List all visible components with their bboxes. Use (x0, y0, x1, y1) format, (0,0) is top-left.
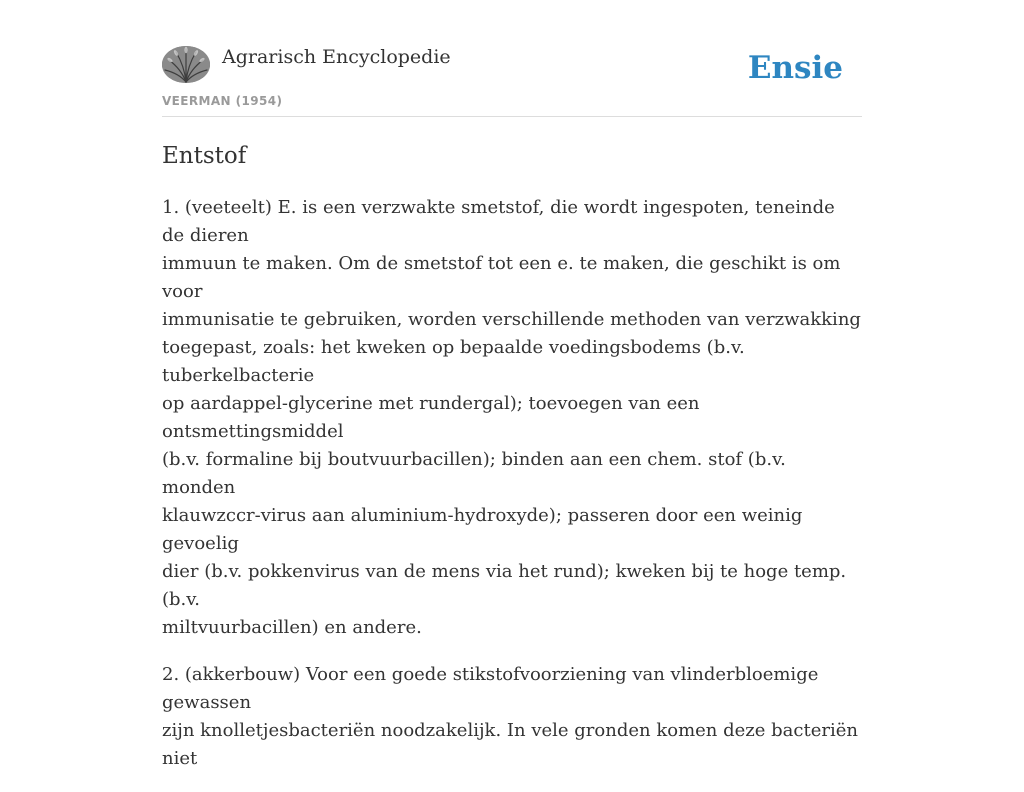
brand-logo[interactable]: Ensie (747, 50, 843, 86)
entry-header (162, 0, 862, 117)
definition-paragraph: 2. (akkerbouw) Voor een goede stikstofvoorziening van vlinderbloemige gewassen zijn knolletjesbacteriën noodzakelijk. In vele gronden komen deze bacteriën niet (162, 664, 858, 769)
source-title[interactable]: Agrarisch Encyclopedie (222, 46, 451, 68)
wheat-sheaf-icon[interactable] (162, 46, 210, 83)
definition-paragraph: 1. (veeteelt) E. is een verzwakte smetstof, die wordt ingespoten, teneinde de dieren immuun te maken. Om de smetstof tot een e. te maken, die geschikt is om voor immunisatie te gebruiken, worden verschillende methoden van verzwakking toegepast, zoals: het kweken op bepaalde voedingsbodems (b.v. tuberkelbacterie op aardappel-glycerine met rundergal); toevoegen van een ontsmettingsmiddel (b.v. formaline bij boutvuurbacillen); binden aan een chem. stof (b.v. monden klauwzccr-virus aan aluminium-hydroxyde); passeren door een weinig gevoelig dier (b.v. pokkenvirus van de mens via het rund); kweken bij te hoge temp. (b.v. miltvuurbacillen) en andere. (162, 197, 861, 638)
entry-title: Entstof (162, 143, 247, 169)
entry-body (162, 194, 862, 773)
content-container (162, 0, 862, 792)
source-author: VEERMAN (1954) (162, 94, 283, 108)
